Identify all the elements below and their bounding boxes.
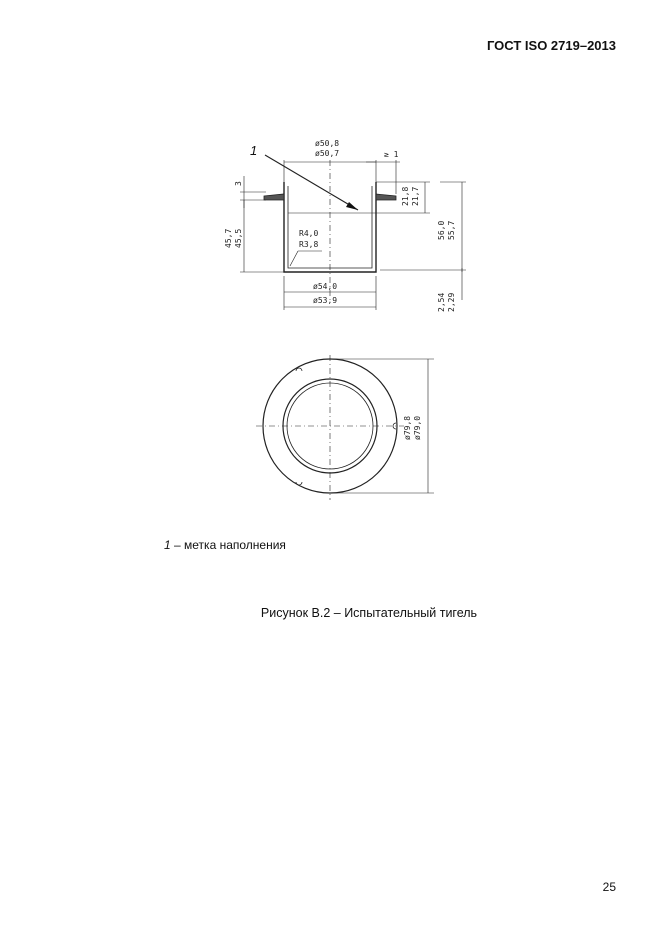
dim-h1: 45,7 xyxy=(224,228,233,248)
dim-bot-d1: ø54,0 xyxy=(313,282,338,291)
dim-t1: 2,54 xyxy=(437,292,446,312)
dim-three: 3 xyxy=(234,181,243,186)
dim-h2: 45,5 xyxy=(234,228,243,248)
dim-top-d2: ø50,7 xyxy=(315,149,340,158)
dim-r2: R3,8 xyxy=(299,240,319,249)
dim-mark1: 21,8 xyxy=(401,186,410,206)
legend-text: – метка наполнения xyxy=(170,538,286,552)
dim-r1: R4,0 xyxy=(299,229,319,238)
dim-flange2: ø79,0 xyxy=(413,415,422,440)
figure-legend xyxy=(164,538,286,552)
callout-leader xyxy=(265,155,358,210)
legend-number: 1 xyxy=(164,538,171,552)
dim-tot1: 56,0 xyxy=(437,220,446,240)
dim-bot-d2: ø53,9 xyxy=(313,296,338,305)
dim-flange1: ø79,8 xyxy=(403,415,412,440)
callout-number: 1 xyxy=(250,143,258,158)
left-flange xyxy=(264,194,284,200)
right-flange xyxy=(376,194,396,200)
page-number: 25 xyxy=(602,880,616,894)
dim-mark2: 21,7 xyxy=(411,186,420,206)
dim-t2: 2,29 xyxy=(447,292,456,312)
dim-tot2: 55,7 xyxy=(447,220,456,240)
dim-top-d1: ø50,8 xyxy=(315,139,340,148)
dim-ge1: ≥ 1 xyxy=(384,150,399,159)
document-header: ГОСТ ISO 2719–2013 xyxy=(486,38,616,53)
figure-caption: Рисунок В.2 – Испытательный тигель xyxy=(260,606,478,620)
